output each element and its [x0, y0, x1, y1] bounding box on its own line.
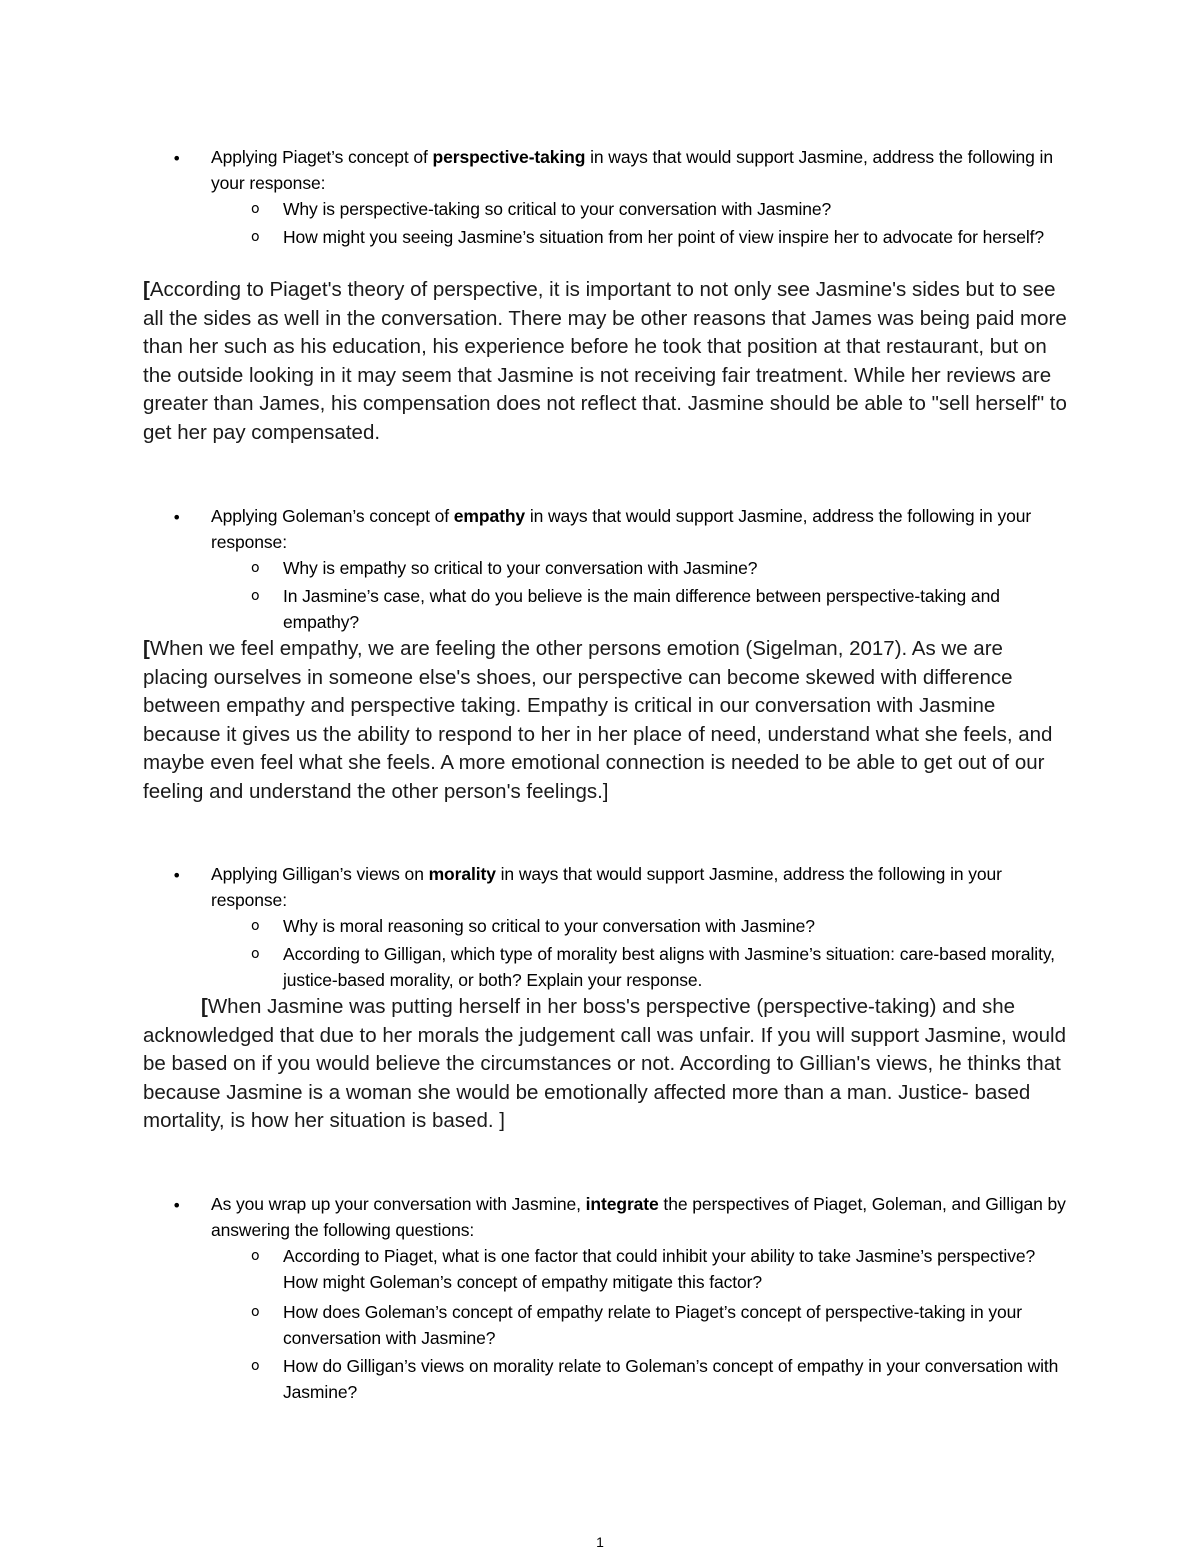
prompt-text: Applying Piaget’s concept of perspective-taking in ways that would support Jasmine, address the following in your response: [211, 147, 1053, 193]
sub-bullet-marker: o [251, 560, 260, 576]
key-term: morality [428, 864, 496, 884]
page-number: 1 [596, 1534, 604, 1550]
question-text: Why is empathy so critical to your conversation with Jasmine? [283, 558, 758, 578]
sub-bullet-marker: o [251, 588, 260, 604]
question-text: According to Piaget, what is one factor that could inhibit your ability to take Jasmine’s perspective? How might Goleman’s concept of empathy mitigate this factor? [283, 1246, 1036, 1292]
question-text: How do Gilligan’s views on morality relate to Goleman’s concept of empathy in your conversation with Jasmine? [283, 1356, 1059, 1402]
question-text: How does Goleman’s concept of empathy relate to Piaget’s concept of perspective-taking in your conversation with Jasmine? [283, 1302, 1022, 1348]
answer-paragraph: [When Jasmine was putting herself in her boss's perspective (perspective-taking) and she acknowledged that due to her morals the judgement call was unfair. If you will support Jasmine, would be based on if you would believe the circumstances or not. According to Gillian's views, he thinks that because Jasmine is a woman she would be emotionally affected more than a man. Justice- based mortality, is how her situation is based. ] [143, 995, 1067, 1132]
key-term: empathy [453, 506, 526, 526]
bullet-marker: • [172, 1196, 182, 1215]
prompt-text: As you wrap up your conversation with Jasmine, integrate the perspectives of Piaget, Goleman, and Gilligan by answering the following questions: [211, 1194, 1066, 1240]
bullet-marker: • [172, 508, 182, 527]
key-term: integrate [585, 1194, 659, 1214]
answer-paragraph: [According to Piaget's theory of perspective, it is important to not only see Jasmine's sides but to see all the sides as well in the conversation. There may be other reasons that James was being paid more than her such as his education, his experience before he took that position at that restaurant, but on the outside looking in it may seem that Jasmine is not receiving fair treatment. While her reviews are greater than James, his compensation does not reflect that. Jasmine should be able to "sell herself" to get her pay compensated. [143, 278, 1067, 444]
sub-bullet-marker: o [251, 229, 260, 245]
answer-paragraph: [When we feel empathy, we are feeling the other persons emotion (Sigelman, 2017). As we are placing ourselves in someone else's shoes, our perspective can become skewed with difference between empathy and perspective taking. Empathy is critical in our conversation with Jasmine because it gives us the ability to respond to her in her place of need, understand what she feels, and maybe even feel what she feels. A more emotional connection is needed to be able to get out of our feeling and understand the other person's feelings.] [143, 637, 1053, 803]
prompt-text: Applying Goleman’s concept of empathy in ways that would support Jasmine, address the following in your response: [211, 506, 1032, 552]
key-term: perspective-taking [432, 147, 586, 167]
sub-bullet-marker: o [251, 1358, 260, 1374]
sub-bullet-marker: o [251, 946, 260, 962]
question-text: Why is moral reasoning so critical to your conversation with Jasmine? [283, 916, 815, 936]
bullet-marker: • [172, 866, 182, 885]
sub-bullet-marker: o [251, 201, 260, 217]
sub-bullet-marker: o [251, 1248, 260, 1264]
question-text: Why is perspective-taking so critical to your conversation with Jasmine? [283, 199, 832, 219]
sub-bullet-marker: o [251, 1304, 260, 1320]
question-text: According to Gilligan, which type of morality best aligns with Jasmine’s situation: care-based morality, justice-based morality, or both? Explain your response. [283, 944, 1055, 990]
prompt-text: Applying Gilligan’s views on morality in ways that would support Jasmine, address the following in your response: [211, 864, 1002, 910]
bullet-marker: • [172, 149, 182, 168]
question-text: In Jasmine’s case, what do you believe is the main difference between perspective-taking and empathy? [283, 586, 1000, 632]
sub-bullet-marker: o [251, 918, 260, 934]
question-text: How might you seeing Jasmine’s situation from her point of view inspire her to advocate for herself? [283, 227, 1045, 247]
